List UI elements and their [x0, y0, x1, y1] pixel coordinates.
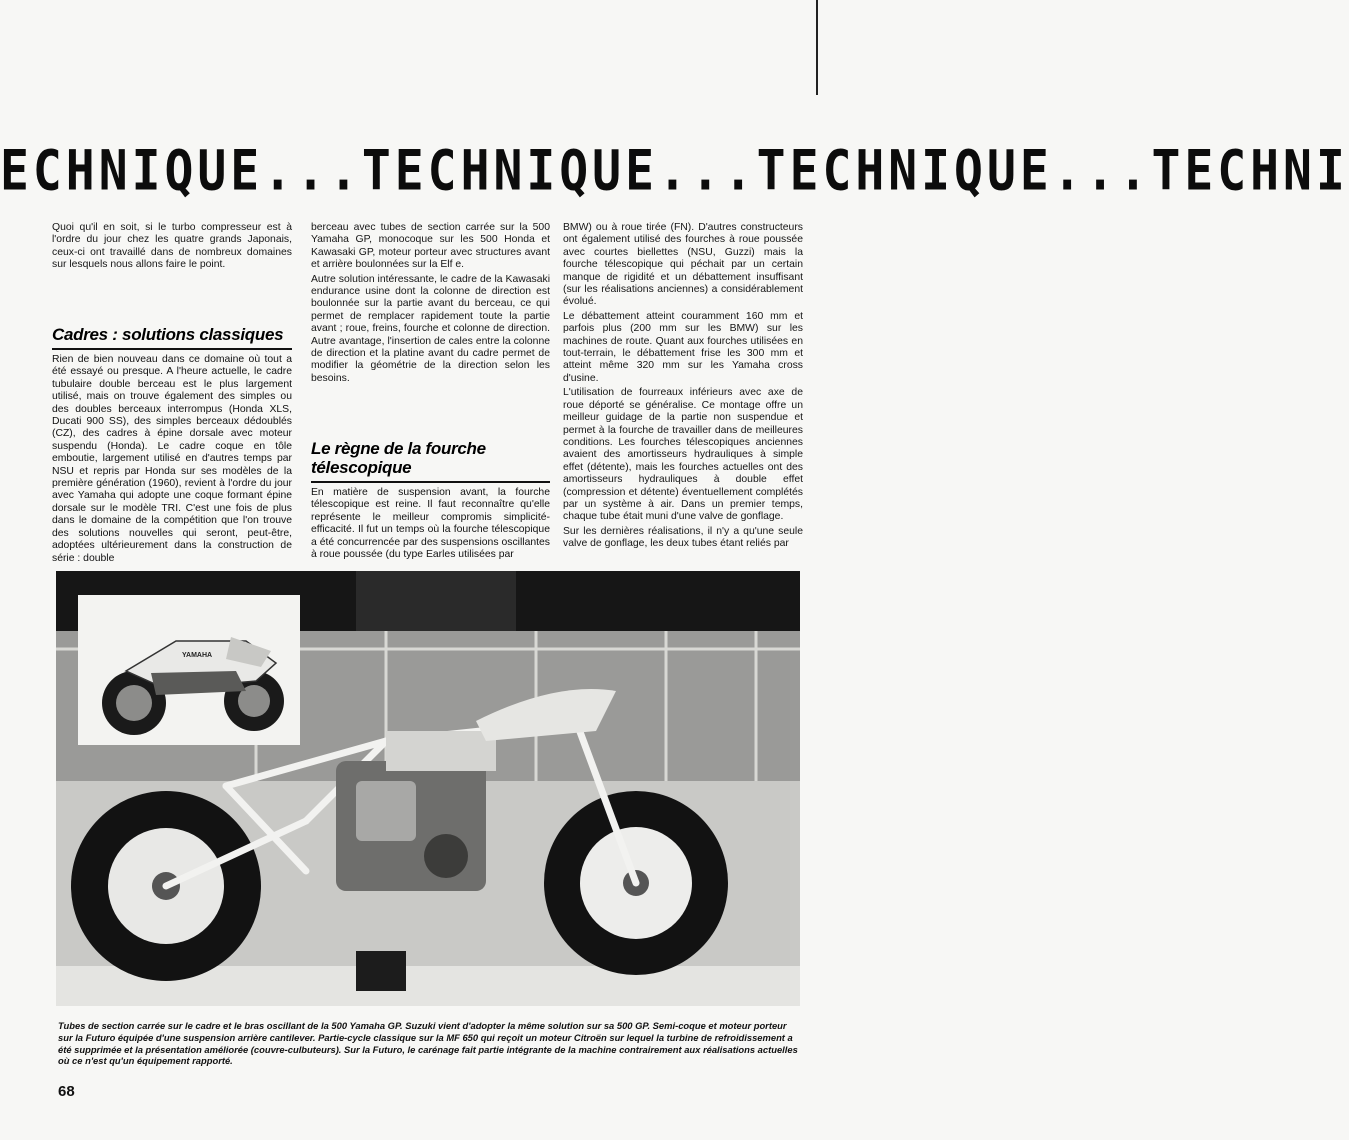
page-number: 68	[58, 1083, 75, 1100]
section-fourche-heading-line1: Le règne de la fourche	[311, 439, 486, 458]
section-fourche-heading	[311, 439, 550, 477]
col2-paragraph-1: berceau avec tubes de section carrée sur la 500 Yamaha GP, monocoque sur les 500 Honda et Kawasaki GP, moteur porteur avec structures avant et arrière boulonnées sur la Elf e.	[311, 222, 550, 271]
col3-paragraph-4: Sur les dernières réalisations, il n'y a qu'une seule valve de gonflage, les deux tubes étant reliés par	[563, 525, 803, 550]
motorcycle-photo	[56, 571, 800, 1006]
heading-rule	[52, 348, 292, 350]
heading-rule	[311, 481, 550, 483]
intro-text: Quoi qu'il en soit, si le turbo compresseur est à l'ordre du jour chez les quatre grands Japonais, ceux-ci ont travaillé dans de nombreux domaines sur lesquels nous allons faire le point.	[52, 222, 292, 271]
column-3	[563, 222, 803, 553]
section-fourche-header	[311, 439, 550, 493]
section-cadres-body: Rien de bien nouveau dans ce domaine où tout a été essayé ou presque. A l'heure actuelle, le cadre tubulaire double berceau est le plus largement utilisé, mais on trouve également des simples ou des doubles berceaux interrompus (Honda XLS, Ducati 900 SS), des simples berceaux dédoublés (CZ), des cadres à épine dorsale avec moteur suspendu (Honda). Le cadre coque en tôle emboutie, largement utilisé en d'autres temps par NSU et repris par Honda sur ses modèles de la première génération (1960), revient à l'ordre du jour avec Yamaha qui adopte une coque formant épine dorsale sur le modèle TRI. C'est une fois de plus dans le domaine de la compétition que l'on trouve des solutions nouvelles qui seront, peut-être, adoptées ultérieurement dans la construction de série : double	[52, 354, 292, 564]
col2-paragraph-2: Autre solution intéressante, le cadre de la Kawasaki endurance usine dont la colonne de direction est boulonnée sur la partie avant du berceau, ce qui permet de remplacer rapidement toute la partie avant ; roue, freins, fourche et colonne de direction. Autre avantage, l'insertion de cales entre la colonne de direction et la platine avant du cadre permet de modifier la géométrie de la direction selon les besoins.	[311, 273, 550, 384]
col3-paragraph-1: BMW) ou à roue tirée (FN). D'autres constructeurs ont également utilisé des fourches à roue poussée avec courtes biellettes (NSU, Guzzi) mais la fourche télescopique qui péchait par un certain manque de rigidité et un débattement insuffisant (sur les réalisations anciennes) a considérablement évolué.	[563, 222, 803, 308]
section-fourche-heading-line2: télescopique	[311, 458, 412, 477]
col3-paragraph-2: Le débattement atteint couramment 160 mm et parfois plus (200 mm sur les BMW) sur les machines de route. Quant aux fourches utilisées en tout-terrain, le débattement frise les 300 mm et atteint même 320 mm sur les Yamaha cross d'usine.	[563, 310, 803, 384]
photo-caption: Tubes de section carrée sur le cadre et le bras oscillant de la 500 Yamaha GP. Suzuki vient d'adopter la même solution sur sa 500 GP. Semi-coque et moteur porteur sur la Futuro équipée d'une suspension arrière cantilever. Partie-cycle classique sur la MF 650 qui reçoit un moteur Citroën sur lequel la turbine de refroidissement a été supprimée et la présentation améliorée (couvre-culbuteurs). Sur la Futuro, le carénage fait partie intégrante de la machine contrairement aux réalisations actuelles où ce n'est qu'un équipement rapporté.	[58, 1020, 798, 1067]
motorcycle-photo-illustration	[56, 571, 800, 1006]
page-edge-mark	[816, 0, 818, 95]
inset-brand-label: YAMAHA	[182, 652, 213, 659]
technique-banner: ECHNIQUE...TECHNIQUE...TECHNIQUE...TECHNI	[0, 138, 1349, 204]
intro-paragraph	[52, 222, 292, 274]
column-2	[311, 222, 550, 387]
section-cadres-heading: Cadres : solutions classiques	[52, 325, 284, 344]
section-fourche-body: En matière de suspension avant, la fourche télescopique est reine. Il faut reconnaître qu'elle représente le meilleur compromis simplicité-efficacité. Il fut un temps où la fourche télescopique a été concurrencée par des suspensions oscillantes à roue poussée (du type Earles utilisées par	[311, 487, 550, 561]
col3-paragraph-3: L'utilisation de fourreaux inférieurs avec axe de roue déporté se généralise. Ce montage offre un meilleur guidage de la partie non suspendue et permet à la fourche de travailler dans de meilleures conditions. Les fourches télescopiques anciennes avaient des amortisseurs hydrauliques à simple effet (détente), mais les fourches actuelles ont des amortisseurs hydrauliques à double effet (compression et détente) éventuellement complétés par un système à air. Dans un premier temps, chaque tube était muni d'une valve de gonflage.	[563, 387, 803, 523]
